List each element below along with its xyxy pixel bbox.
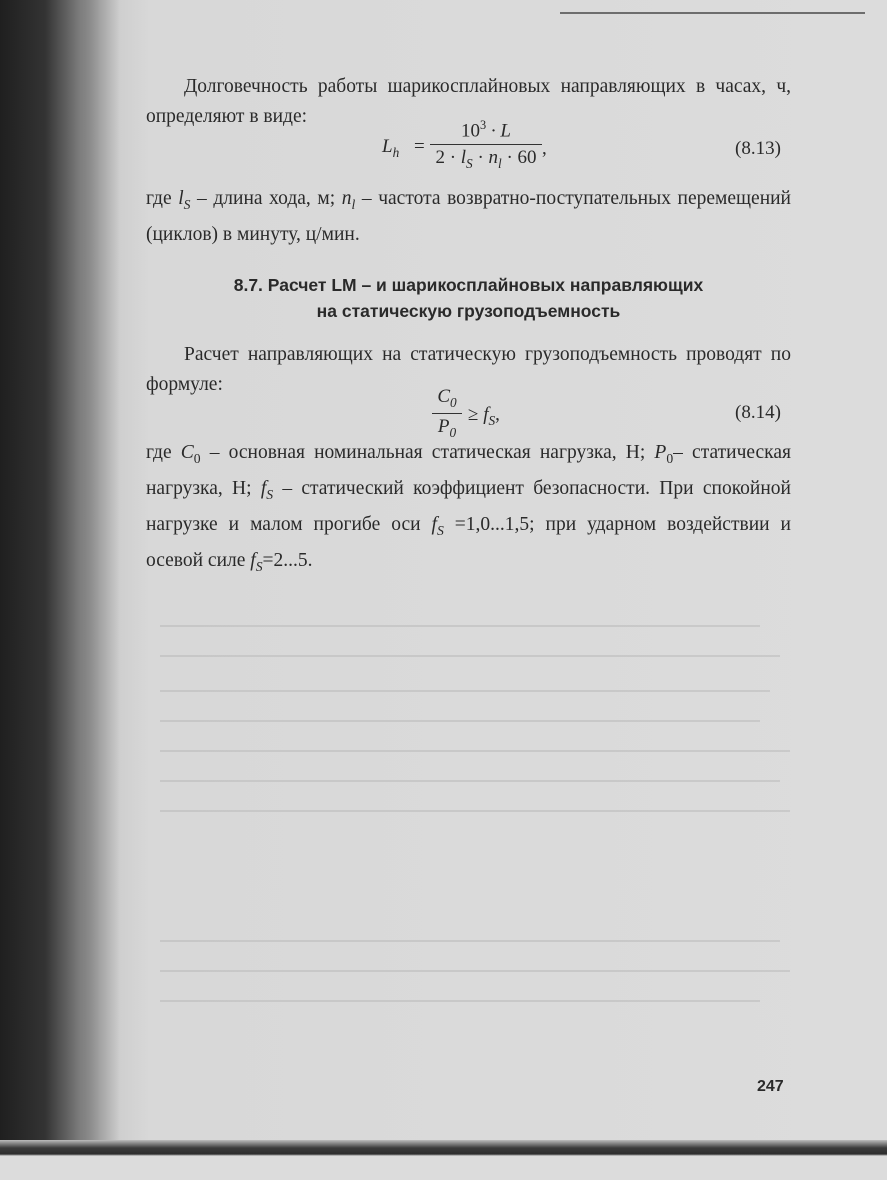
paragraph-definitions-1: где $l_S$ – длина хода, м; $n_l$ – частота возвратно-поступательных перемещений (циклов) в минуту, ц/мин. bbox=[146, 188, 791, 245]
formula-8-14 bbox=[432, 386, 542, 446]
formula-tail: , bbox=[542, 138, 547, 159]
formula-denominator: $P_0$ bbox=[437, 415, 457, 440]
fraction-bar bbox=[430, 144, 542, 145]
bleed-through-line bbox=[160, 940, 780, 942]
bleed-through-line bbox=[160, 625, 760, 627]
bleed-through-line bbox=[160, 655, 780, 657]
bleed-through-line bbox=[160, 720, 760, 722]
heading-line-2: на статическую грузоподъемность bbox=[316, 301, 621, 321]
formula-equals: = bbox=[414, 136, 425, 157]
paragraph-static-load: Расчет направляющих на статическую грузоподъемность проводят по формуле: bbox=[146, 344, 791, 395]
formula-fraction bbox=[430, 118, 542, 172]
formula-numerator: $C_0$ bbox=[437, 386, 457, 410]
bleed-through-line bbox=[160, 780, 780, 782]
page-number: 247 bbox=[757, 1078, 784, 1095]
page-bottom-edge bbox=[0, 1140, 887, 1180]
paragraph-durability: Долговечность работы шарикосплайновых направляющих в часах, ч, определяют в виде: bbox=[146, 76, 791, 127]
bleed-through-line bbox=[160, 970, 790, 972]
bleed-through-line bbox=[160, 750, 790, 752]
bleed-through-line bbox=[160, 810, 790, 812]
equation-number-8-14: (8.14) bbox=[735, 402, 781, 423]
formula-numerator: $10^3 \cdot L$ bbox=[461, 118, 511, 142]
fraction-bar bbox=[432, 413, 462, 414]
heading-line-1: 8.7. Расчет LM – и шарикосплайновых направляющих bbox=[233, 275, 704, 295]
formula-denominator: $2 \cdot l_S \cdot n_l \cdot 60$ bbox=[435, 147, 537, 172]
formula-fraction bbox=[432, 386, 462, 441]
equation-number-8-13: (8.13) bbox=[735, 138, 781, 159]
top-rule bbox=[560, 12, 865, 14]
bleed-through-line bbox=[160, 690, 770, 692]
section-heading bbox=[146, 272, 791, 324]
formula-rhs: ≥ $f_S$, bbox=[468, 404, 500, 428]
book-binding-shadow bbox=[0, 0, 120, 1180]
bleed-through-line bbox=[160, 1000, 760, 1002]
formula-8-13 bbox=[382, 118, 562, 188]
formula-lhs: $L_h$ bbox=[382, 136, 400, 160]
paragraph-definitions-2: где $C_0$ – основная номинальная статическая нагрузка, Н; $P_0-$ статическая нагрузка, Н; $f_S$ – статический коэффициент безопасности. При спокойной нагрузке и малом прогибе оси $f_S =1,0...1,5$; при ударном воздействии и осевой силе $f_S=2...5$. bbox=[146, 442, 791, 574]
